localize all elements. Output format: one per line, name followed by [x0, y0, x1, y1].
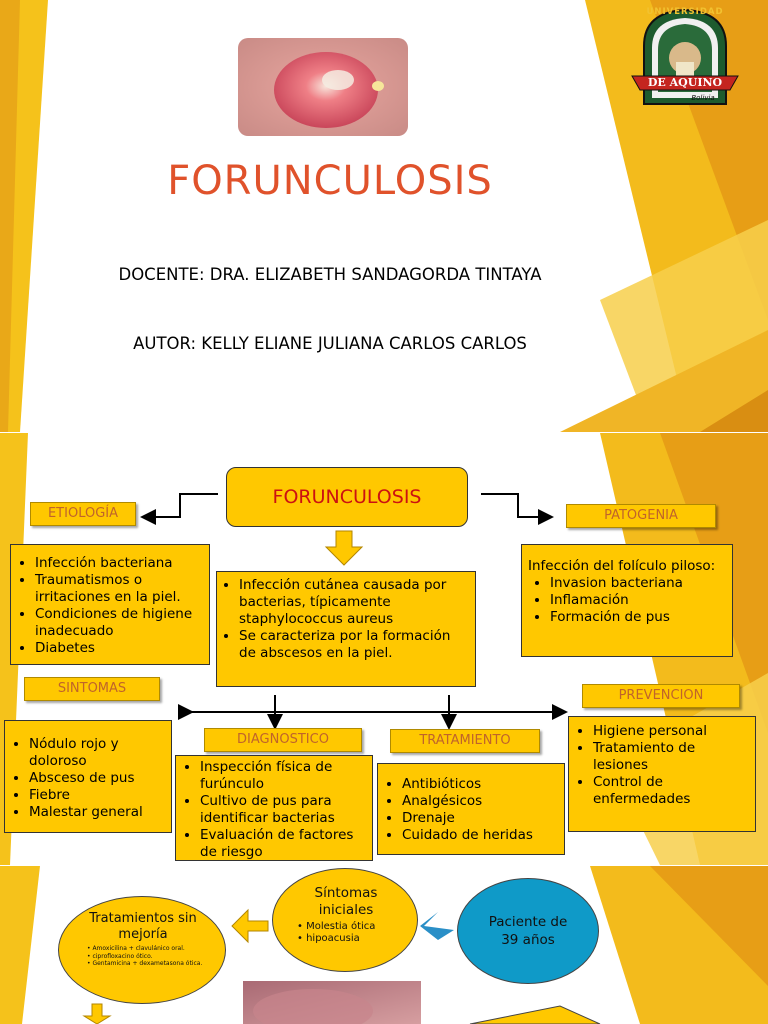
logo-small-text: Bolivia	[691, 94, 715, 102]
symptom-item: • Molestia ótica	[297, 921, 376, 932]
diagnostico-item: • Evaluación de factores de riesgo	[200, 827, 368, 861]
case-slide	[0, 866, 768, 1024]
tratamiento-box	[377, 763, 565, 855]
tratamiento-item: • Antibióticos	[402, 776, 560, 793]
sintomas-item: • Nódulo rojo y doloroso	[29, 736, 167, 770]
etiologia-item: • Infección bacteriana	[35, 555, 205, 572]
sintomas-item: • Malestar general	[29, 804, 167, 821]
etiologia-box	[10, 544, 210, 665]
autor-line: AUTOR: KELLY ELIANE JULIANA CARLOS CARLOS	[133, 334, 527, 353]
title-slide	[0, 0, 768, 432]
ear-photo	[243, 981, 421, 1024]
sintomas-box	[4, 720, 172, 833]
etiologia-item: • Diabetes	[35, 640, 205, 657]
diagnostico-label: DIAGNOSTICO	[204, 728, 362, 752]
central-title-box: FORUNCULOSIS	[226, 467, 468, 527]
treatment-item: • ciprofloxacino ótico.	[87, 952, 153, 960]
treatment-item: • Gentamicina + dexametasona ótica.	[87, 960, 203, 967]
etiologia-item: • Traumatismos o irritaciones en la piel.	[35, 572, 205, 606]
sintomas-item: • Absceso de pus	[29, 770, 167, 787]
symptoms-list	[297, 921, 401, 945]
definition-item: • Infección cutánea causada por bacterias, típicamente staphylococcus aureus	[239, 577, 469, 628]
treatments-title: Tratamientos sin mejoría	[89, 911, 197, 942]
patogenia-item: • Inflamación	[550, 592, 726, 609]
patogenia-item: • Invasion bacteriana	[550, 575, 726, 592]
patogenia-box	[521, 544, 733, 657]
patogenia-intro: Infección del folículo piloso:	[528, 558, 716, 574]
symptoms-bubble	[272, 868, 418, 972]
prevencion-label: PREVENCION	[582, 684, 740, 708]
furuncle-photo	[238, 38, 408, 136]
definition-item: • Se caracteriza por la formación de abscesos en la piel.	[239, 628, 469, 662]
sintomas-label: SINTOMAS	[24, 677, 160, 701]
sintomas-item: • Fiebre	[29, 787, 167, 804]
patient-text: Paciente de 39 años	[488, 914, 568, 948]
docente-line: DOCENTE: DRA. ELIZABETH SANDAGORDA TINTAYA	[118, 265, 542, 284]
logo-top-text: UNIVERSIDAD	[646, 7, 724, 17]
slide-title: FORUNCULOSIS	[167, 158, 493, 204]
treatments-bubble	[58, 896, 226, 1004]
tratamiento-label: TRATAMIENTO	[390, 729, 540, 753]
tratamiento-item: • Analgésicos	[402, 793, 560, 810]
symptom-item: • hipoacusia	[297, 933, 360, 944]
symptoms-title: Síntomas iniciales	[314, 885, 378, 918]
diagnostico-item: • Inspección física de furúnculo	[200, 759, 368, 793]
diagnostico-item: • Cultivo de pus para identificar bacterias	[200, 793, 368, 827]
prevencion-item: • Control de enfermedades	[593, 774, 751, 808]
etiologia-label: ETIOLOGÍA	[30, 502, 136, 526]
diagnostico-box	[175, 755, 373, 861]
prevencion-item: • Higiene personal	[593, 723, 751, 740]
university-logo	[630, 6, 740, 110]
tratamiento-item: • Cuidado de heridas	[402, 827, 560, 844]
definition-box	[216, 571, 476, 687]
treatment-item: • Amoxicilina + clavulánico oral.	[87, 945, 185, 952]
patogenia-label: PATOGENIA	[566, 504, 716, 528]
etiologia-item: • Condiciones de higiene inadecuado	[35, 606, 205, 640]
concept-map-slide	[0, 433, 768, 865]
prevencion-box	[568, 716, 756, 832]
treatments-list	[87, 945, 203, 968]
logo-banner-text: DE AQUINO	[647, 76, 723, 89]
patogenia-item: • Formación de pus	[550, 609, 726, 626]
patient-bubble	[457, 878, 599, 984]
tratamiento-item: • Drenaje	[402, 810, 560, 827]
prevencion-item: • Tratamiento de lesiones	[593, 740, 751, 774]
